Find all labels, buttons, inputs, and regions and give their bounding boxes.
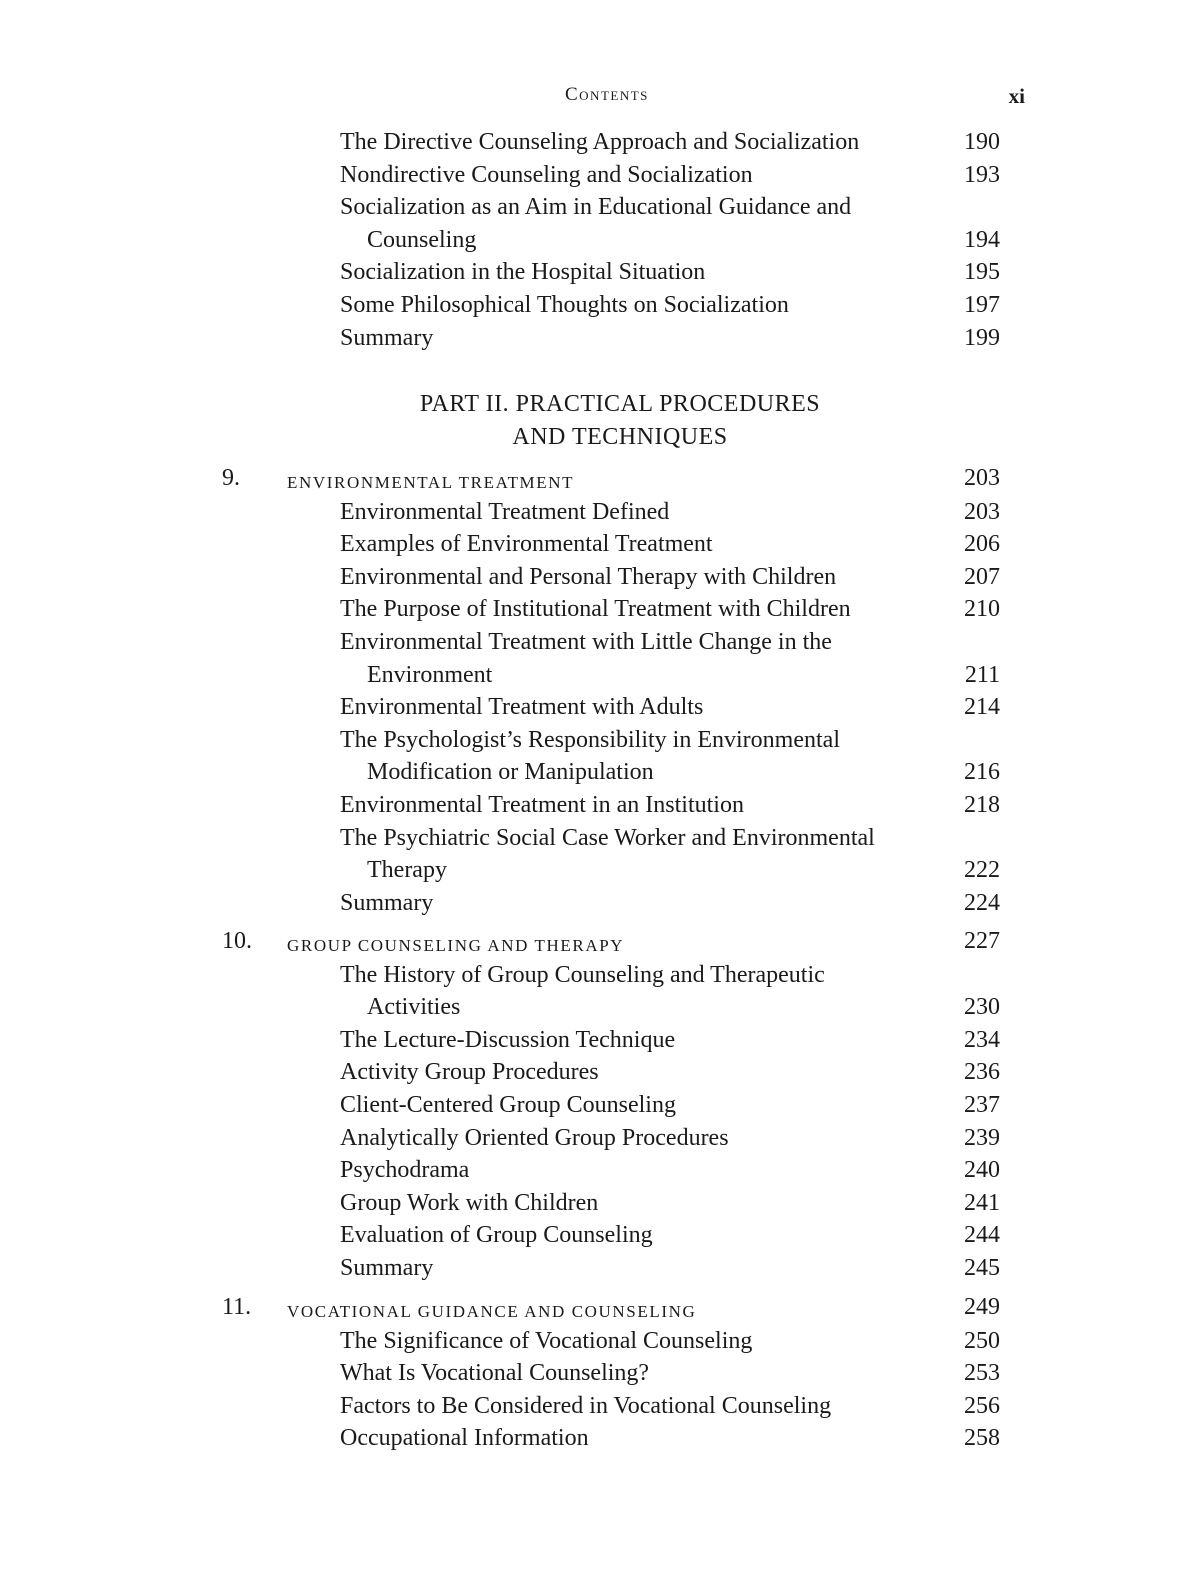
section-page-number: 195 xyxy=(964,259,1000,286)
chapter-title: VOCATIONAL GUIDANCE AND COUNSELING xyxy=(287,1302,697,1321)
section-title-line: Therapy xyxy=(367,857,447,884)
section-page-number: 253 xyxy=(964,1360,1000,1387)
section-entry[interactable] xyxy=(0,496,1191,529)
section-page-number: 239 xyxy=(964,1124,1000,1151)
section-page-number: 190 xyxy=(964,129,1000,155)
section-page-number: 193 xyxy=(964,161,1000,188)
section-page-number: 256 xyxy=(964,1392,1000,1419)
chapter-heading[interactable] xyxy=(0,1291,1191,1324)
section-title-line: Counseling xyxy=(367,226,477,253)
section-entry[interactable] xyxy=(0,322,1191,355)
section-entry[interactable] xyxy=(0,626,1191,691)
section-entry[interactable] xyxy=(0,724,1191,789)
section-entry[interactable] xyxy=(0,159,1191,192)
section-title-line: Analytically Oriented Group Procedures xyxy=(340,1124,729,1151)
section-title-line: The Psychologist’s Responsibility in Environmental xyxy=(340,726,840,753)
section-entry[interactable] xyxy=(0,1325,1191,1358)
section-page-number: 210 xyxy=(964,596,1000,623)
section-title-line: Some Philosophical Thoughts on Socialization xyxy=(340,292,789,318)
section-page-number: 197 xyxy=(964,292,1000,318)
section-entry[interactable] xyxy=(0,126,1191,159)
section-entry[interactable] xyxy=(0,789,1191,822)
section-entry[interactable] xyxy=(0,822,1191,887)
section-page-number: 218 xyxy=(964,792,1000,818)
section-page-number: 236 xyxy=(964,1059,1000,1086)
section-entry[interactable] xyxy=(0,959,1191,1024)
section-title-line: Environmental Treatment Defined xyxy=(340,498,670,525)
section-title-line: Modification or Manipulation xyxy=(367,759,654,786)
running-title: Contents xyxy=(565,84,649,105)
section-page-number: 237 xyxy=(964,1092,1000,1118)
section-title-line: The Significance of Vocational Counseling xyxy=(340,1327,753,1354)
section-title-line: Activity Group Procedures xyxy=(340,1059,599,1086)
section-page-number: 245 xyxy=(964,1255,1000,1281)
chapter-title: GROUP COUNSELING AND THERAPY xyxy=(287,936,625,955)
section-entry[interactable] xyxy=(0,1187,1191,1220)
section-page-number: 194 xyxy=(964,226,1000,253)
section-title-line: Examples of Environmental Treatment xyxy=(340,531,713,558)
section-entry[interactable] xyxy=(0,1219,1191,1252)
section-title-line: Evaluation of Group Counseling xyxy=(340,1222,653,1249)
chapter-number: 10. xyxy=(222,928,252,954)
section-title-line: Client-Centered Group Counseling xyxy=(340,1092,676,1118)
section-title-line: Environmental Treatment in an Institution xyxy=(340,792,744,818)
section-title-line: The History of Group Counseling and Therapeutic xyxy=(340,961,825,988)
section-title-line: The Purpose of Institutional Treatment with Children xyxy=(340,596,851,623)
section-page-number: 222 xyxy=(964,857,1000,884)
section-title-line: The Psychiatric Social Case Worker and Environmental xyxy=(340,824,875,851)
section-page-number: 206 xyxy=(964,531,1000,558)
section-page-number: 207 xyxy=(964,563,1000,590)
section-title-line: Environmental Treatment with Little Change in the xyxy=(340,629,832,655)
section-page-number: 234 xyxy=(964,1026,1000,1053)
section-page-number: 240 xyxy=(964,1157,1000,1184)
section-page-number: 241 xyxy=(964,1189,1000,1216)
section-entry[interactable] xyxy=(0,191,1191,256)
chapter-page-number: 249 xyxy=(964,1294,1000,1320)
part-heading-line2: AND TECHNIQUES xyxy=(512,424,728,450)
section-entry[interactable] xyxy=(0,1056,1191,1089)
section-entry[interactable] xyxy=(0,1390,1191,1423)
section-title-line: Activities xyxy=(367,994,461,1021)
section-entry[interactable] xyxy=(0,887,1191,920)
page-folio: xi xyxy=(1008,84,1025,108)
section-title-line: The Lecture-Discussion Technique xyxy=(340,1026,676,1053)
section-title-line: Summary xyxy=(340,1255,434,1281)
section-page-number: 199 xyxy=(964,324,1000,351)
chapter-number: 11. xyxy=(222,1294,252,1320)
section-page-number: 211 xyxy=(964,661,1000,688)
section-title-line: Nondirective Counseling and Socialization xyxy=(340,161,753,188)
section-title-line: Psychodrama xyxy=(340,1157,470,1184)
section-page-number: 203 xyxy=(964,498,1000,525)
section-title-line: Group Work with Children xyxy=(340,1189,599,1216)
section-entry[interactable] xyxy=(0,1154,1191,1187)
section-title-line: Environmental and Personal Therapy with Children xyxy=(340,563,837,590)
chapter-number: 9. xyxy=(222,465,240,491)
section-entry[interactable] xyxy=(0,1252,1191,1285)
section-entry[interactable] xyxy=(0,1122,1191,1155)
section-entry[interactable] xyxy=(0,1357,1191,1390)
section-page-number: 250 xyxy=(964,1327,1000,1354)
section-entry[interactable] xyxy=(0,1422,1191,1455)
section-title-line: Environmental Treatment with Adults xyxy=(340,694,704,721)
section-page-number: 216 xyxy=(964,759,1000,786)
chapter-page-number: 203 xyxy=(964,465,1000,491)
chapter-title: ENVIRONMENTAL TREATMENT xyxy=(287,473,575,492)
section-entry[interactable] xyxy=(0,593,1191,626)
section-title-line: Factors to Be Considered in Vocational Counseling xyxy=(340,1392,832,1419)
section-title-line: Environment xyxy=(367,661,493,688)
running-head xyxy=(0,84,1191,114)
section-page-number: 258 xyxy=(964,1425,1000,1452)
section-page-number: 224 xyxy=(964,889,1000,916)
section-page-number: 230 xyxy=(964,994,1000,1021)
part-heading-line1: PART II. PRACTICAL PROCEDURES xyxy=(419,391,821,417)
section-title-line: The Directive Counseling Approach and Socialization xyxy=(340,129,860,155)
section-page-number: 214 xyxy=(964,694,1000,721)
section-entry[interactable] xyxy=(0,289,1191,322)
chapter-heading[interactable] xyxy=(0,925,1191,958)
chapter-page-number: 227 xyxy=(964,928,1000,954)
section-title-line: What Is Vocational Counseling? xyxy=(340,1360,650,1387)
section-entry[interactable] xyxy=(0,691,1191,724)
section-entry[interactable] xyxy=(0,561,1191,594)
section-title-line: Summary xyxy=(340,889,434,916)
section-entry[interactable] xyxy=(0,1024,1191,1057)
section-title-line: Summary xyxy=(340,324,434,351)
section-page-number: 244 xyxy=(964,1222,1000,1249)
section-title-line: Socialization as an Aim in Educational Guidance and xyxy=(340,194,852,221)
section-entry[interactable] xyxy=(0,1089,1191,1122)
section-title-line: Occupational Information xyxy=(340,1425,589,1452)
chapter-heading[interactable] xyxy=(0,462,1191,495)
section-entry[interactable] xyxy=(0,528,1191,561)
section-entry[interactable] xyxy=(0,256,1191,289)
section-title-line: Socialization in the Hospital Situation xyxy=(340,259,706,286)
